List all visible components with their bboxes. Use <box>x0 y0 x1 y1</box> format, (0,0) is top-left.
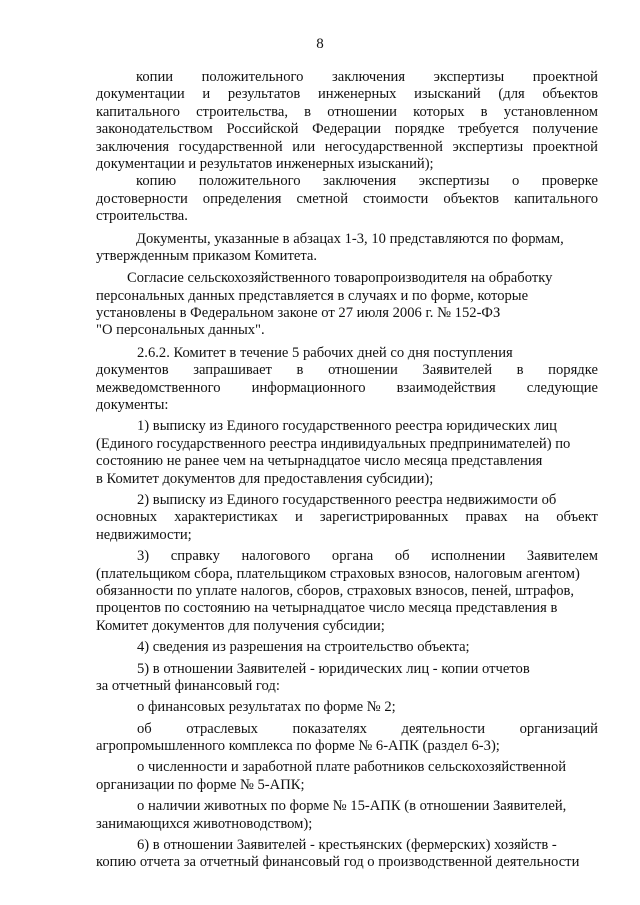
word: исполнении <box>431 548 506 565</box>
word: в <box>296 362 304 379</box>
word: объектов <box>443 190 500 207</box>
word: копию <box>136 173 177 190</box>
word: положительного <box>198 173 301 190</box>
text-line: о численности и заработной плате работников сельскохозяйственной <box>137 759 567 776</box>
word: о <box>511 173 520 190</box>
text-line: занимающихся животноводством); <box>96 815 313 832</box>
text-line: о наличии животных по форме № 15-АПК (в отношении Заявителей, <box>137 798 567 815</box>
word: органа <box>331 548 374 565</box>
word: экспертизы <box>418 173 490 190</box>
text-line: "О персональных данных". <box>96 322 265 339</box>
text-line: 4) сведения из разрешения на строительство объекта; <box>137 639 470 656</box>
word: результатов <box>227 86 301 103</box>
text-line: за отчетный финансовый год: <box>96 677 280 694</box>
text-line: 2.6.2. Комитет в течение 5 рабочих дней со дня поступления <box>137 344 513 361</box>
paragraph <box>96 231 598 266</box>
word: отношении <box>327 103 397 120</box>
word: капитального <box>514 190 598 207</box>
text-line <box>96 362 598 379</box>
word: об <box>137 720 152 737</box>
word: зарегистрированных <box>319 509 449 526</box>
word: отношении <box>328 362 398 379</box>
paragraph <box>96 759 598 794</box>
paragraph <box>96 661 598 696</box>
text-line: о финансовых результатах по форме № 2; <box>137 699 396 716</box>
text-line: документации и результатов инженерных изысканий); <box>96 155 434 172</box>
word: изысканий <box>414 86 481 103</box>
text-line <box>96 69 598 86</box>
word: справку <box>170 548 220 565</box>
word: объект <box>556 509 598 526</box>
word: которых <box>413 103 465 120</box>
word: сметной <box>296 190 348 207</box>
word: достоверности <box>96 190 188 207</box>
word: требуется <box>458 121 519 138</box>
word: экспертизы <box>433 69 505 85</box>
page-number: 8 <box>316 36 324 52</box>
word: капитального <box>96 103 180 120</box>
text-line: процентов по состоянию на четырнадцатое число месяца представления в <box>96 600 558 617</box>
word: налогового <box>241 548 311 565</box>
paragraph <box>96 798 598 833</box>
word: экспертизы <box>452 138 524 155</box>
word: проектной <box>532 69 598 85</box>
text-line: документы: <box>96 397 169 414</box>
text-line: Комитет документов для получения субсидии; <box>96 617 385 634</box>
word: негосударственной <box>324 138 443 155</box>
word: или <box>292 138 316 155</box>
word: проверке <box>541 173 598 190</box>
word: заключения <box>331 69 406 85</box>
text-line: (Единого государственного реестра индивидуальных предпринимателей) по <box>96 435 571 452</box>
word: заключения <box>323 173 397 190</box>
word: документации <box>96 86 185 103</box>
text-line: персональных данных представляется в случаях и по форме, которые <box>96 287 529 304</box>
text-line: обязанности по уплате налогов, сборов, страховых взносов, пеней, штрафов, <box>96 582 575 599</box>
text-line <box>96 121 598 138</box>
word: отраслевых <box>186 720 258 737</box>
word: и <box>294 509 303 526</box>
word: Федерации <box>312 121 382 138</box>
word: в <box>480 103 488 120</box>
paragraph <box>96 699 598 716</box>
word: строительства, <box>196 103 288 120</box>
text-line: утвержденным приказом Комитета. <box>96 247 318 264</box>
paragraph <box>96 270 598 340</box>
text-line: 5) в отношении Заявителей - юридических лиц - копии отчетов <box>137 660 530 677</box>
text-line: в Комитет документов для предоставления субсидии); <box>96 470 434 487</box>
word: об <box>394 548 410 565</box>
paragraph <box>96 548 598 635</box>
paragraph <box>96 721 598 756</box>
text-line: 6) в отношении Заявителей - крестьянских (фермерских) хозяйств - <box>137 837 557 854</box>
word: и <box>202 86 211 103</box>
text-line <box>96 380 598 397</box>
word: государственной <box>178 138 283 155</box>
word: деятельности <box>401 720 486 737</box>
word: установленном <box>503 103 598 120</box>
word: (для <box>498 86 525 103</box>
text-line: (плательщиком сбора, плательщиком страховых взносов, налоговым агентом) <box>96 565 580 582</box>
word: положительного <box>201 69 304 85</box>
word: основных <box>96 509 158 526</box>
document-body <box>96 69 598 872</box>
paragraph <box>96 173 598 225</box>
word: получение <box>532 121 598 138</box>
word: порядке <box>394 121 445 138</box>
text-line: Документы, указанные в абзацах 1-3, 10 представляются по формам, <box>136 230 564 247</box>
text-line: 2) выписку из Единого государственного реестра недвижимости об <box>137 491 557 508</box>
word: организаций <box>519 720 598 737</box>
text-line: установлены в Федеральном законе от 27 июля 2006 г. № 152-ФЗ <box>96 305 501 322</box>
word: межведомственного <box>96 379 221 396</box>
paragraph <box>96 639 598 656</box>
word: документов <box>96 362 169 379</box>
text-line: организации по форме № 5-АПК; <box>96 776 305 793</box>
word: взаимодействия <box>396 379 496 396</box>
text-line <box>96 139 598 156</box>
word: 3) <box>137 548 150 565</box>
paragraph <box>96 345 598 415</box>
word: следующие <box>526 379 598 396</box>
word: порядке <box>548 362 598 379</box>
text-line <box>96 86 598 103</box>
word: правах <box>465 509 508 526</box>
text-line: строительства. <box>96 208 188 225</box>
word: Российской <box>226 121 299 138</box>
text-line <box>96 509 598 526</box>
text-line: агропромышленного комплекса по форме № 6-АПК (раздел 6-3); <box>96 738 500 755</box>
text-line: 1) выписку из Единого государственного реестра юридических лиц <box>137 418 557 435</box>
text-line <box>96 721 598 738</box>
text-line: состоянию не ранее чем на четырнадцатое число месяца представления <box>96 453 543 470</box>
word: Заявителем <box>526 548 598 565</box>
word: определения <box>202 190 282 207</box>
word: проектной <box>532 138 598 155</box>
paragraph <box>96 69 598 173</box>
text-line: копию отчета за отчетный финансовый год о производственной деятельности <box>96 854 580 871</box>
paragraph <box>96 837 598 872</box>
word: законодательством <box>96 121 213 138</box>
word: заключения <box>96 138 170 155</box>
word: характеристиках <box>174 509 278 526</box>
paragraph <box>96 418 598 488</box>
word: информационного <box>251 379 366 396</box>
paragraph <box>96 492 598 544</box>
text-line <box>96 173 598 190</box>
text-line <box>96 191 598 208</box>
word: инженерных <box>317 86 397 103</box>
word: копии <box>136 69 174 85</box>
word: на <box>524 509 540 526</box>
word: показателях <box>292 720 367 737</box>
word: в <box>304 103 312 120</box>
word: Заявителей <box>422 362 493 379</box>
text-line: недвижимости; <box>96 526 192 543</box>
text-line <box>96 548 598 565</box>
word: объектов <box>542 86 598 103</box>
word: запрашивает <box>193 362 272 379</box>
word: стоимости <box>363 190 429 207</box>
text-line: Согласие сельскохозяйственного товаропроизводителя на обработку <box>127 270 553 287</box>
text-line <box>96 104 598 121</box>
word: в <box>516 362 524 379</box>
